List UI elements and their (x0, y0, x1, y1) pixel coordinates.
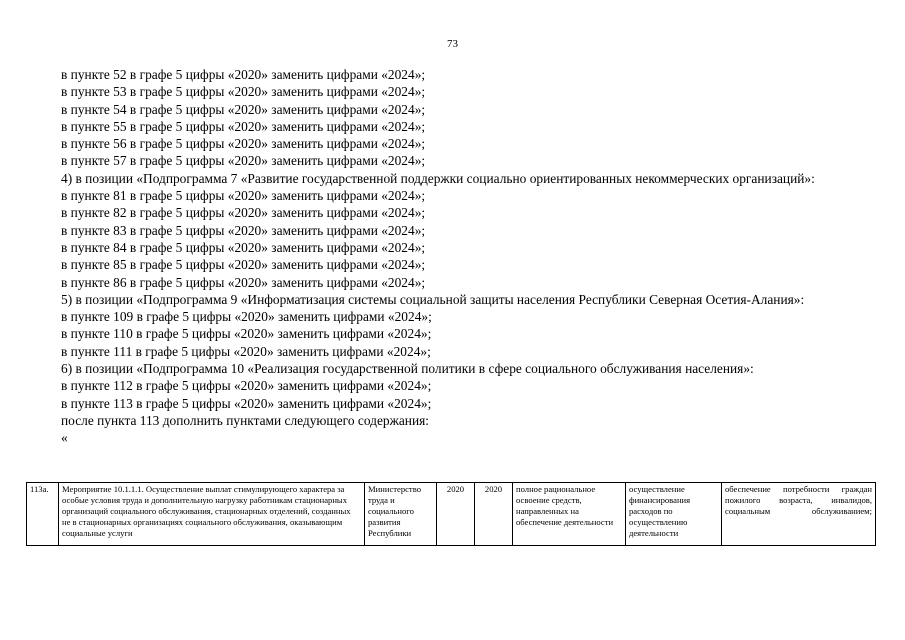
result-cell: полное рациональное освоение средств, направленных на обеспечение деятельности (513, 483, 626, 546)
amendment-line: в пункте 85 в графе 5 цифры «2020» заменить цифрами «2024»; (61, 257, 426, 273)
amendment-line: в пункте 56 в графе 5 цифры «2020» заменить цифрами «2024»; (61, 136, 426, 152)
amendment-line: в пункте 81 в графе 5 цифры «2020» заменить цифрами «2024»; (61, 188, 426, 204)
amendment-line: в пункте 112 в графе 5 цифры «2020» заменить цифрами «2024»; (61, 378, 432, 394)
table-row (27, 483, 876, 546)
amendment-line: в пункте 110 в графе 5 цифры «2020» заменить цифрами «2024»; (61, 326, 432, 342)
amendment-line: в пункте 82 в графе 5 цифры «2020» заменить цифрами «2024»; (61, 205, 426, 221)
end-year-cell: 2020 (475, 483, 513, 546)
amendment-line: в пункте 86 в графе 5 цифры «2020» заменить цифрами «2024»; (61, 274, 426, 290)
amendment-line: в пункте 55 в графе 5 цифры «2020» заменить цифрами «2024»; (61, 118, 426, 134)
start-year-cell: 2020 (437, 483, 475, 546)
program-table (26, 482, 876, 546)
indicator-cell: обеспечение потребности граждан пожилого возраста, инвалидов, социальным обслуживанием; (722, 483, 876, 546)
page-number: 73 (447, 38, 458, 50)
amendment-line: в пункте 83 в графе 5 цифры «2020» заменить цифрами «2024»; (61, 222, 426, 238)
subprogram-9-paragraph: 5) в позиции «Подпрограмма 9 «Информатизация системы социальной защиты населения Республики Северная Осетия-Алания»: (61, 291, 805, 307)
amendment-line: в пункте 109 в графе 5 цифры «2020» заменить цифрами «2024»; (61, 309, 432, 325)
opening-quote: « (61, 430, 68, 446)
amendment-line: в пункте 52 в графе 5 цифры «2020» заменить цифрами «2024»; (61, 67, 426, 82)
amendment-line: в пункте 84 в графе 5 цифры «2020» заменить цифрами «2024»; (61, 239, 426, 255)
amendment-line: в пункте 111 в графе 5 цифры «2020» заменить цифрами «2024»; (61, 343, 431, 359)
amendment-line: в пункте 57 в графе 5 цифры «2020» заменить цифрами «2024»; (61, 153, 426, 169)
subprogram-10-paragraph: 6) в позиции «Подпрограмма 10 «Реализация государственной политики в сфере социального обслуживания населения»: (61, 361, 754, 377)
activity-cell: Мероприятие 10.1.1.1. Осуществление выплат стимулирующего характера за особые условия труда и дополнительную нагрузку работникам стационарных организаций социального обслуживания, стационарных отделений, созданных не в стационарных организациях социального обслуживания, оказывающим социальные услуги (59, 483, 365, 546)
amendment-line: в пункте 53 в графе 5 цифры «2020» заменить цифрами «2024»; (61, 84, 426, 100)
document-body (26, 66, 868, 446)
row-number-cell: 113а. (27, 483, 59, 546)
amendment-line: после пункта 113 дополнить пунктами следующего содержания: (61, 412, 429, 428)
amendment-line: в пункте 54 в графе 5 цифры «2020» заменить цифрами «2024»; (61, 101, 426, 117)
amendment-line: в пункте 113 в графе 5 цифры «2020» заменить цифрами «2024»; (61, 395, 432, 411)
mechanism-cell: осуществление финансирования расходов по осуществлению деятельности (626, 483, 722, 546)
subprogram-7-paragraph: 4) в позиции «Подпрограмма 7 «Развитие государственной поддержки социально ориентированных некоммерческих организаций»: (61, 170, 815, 186)
executor-cell: Министерство труда и социального развития Республики (365, 483, 437, 546)
